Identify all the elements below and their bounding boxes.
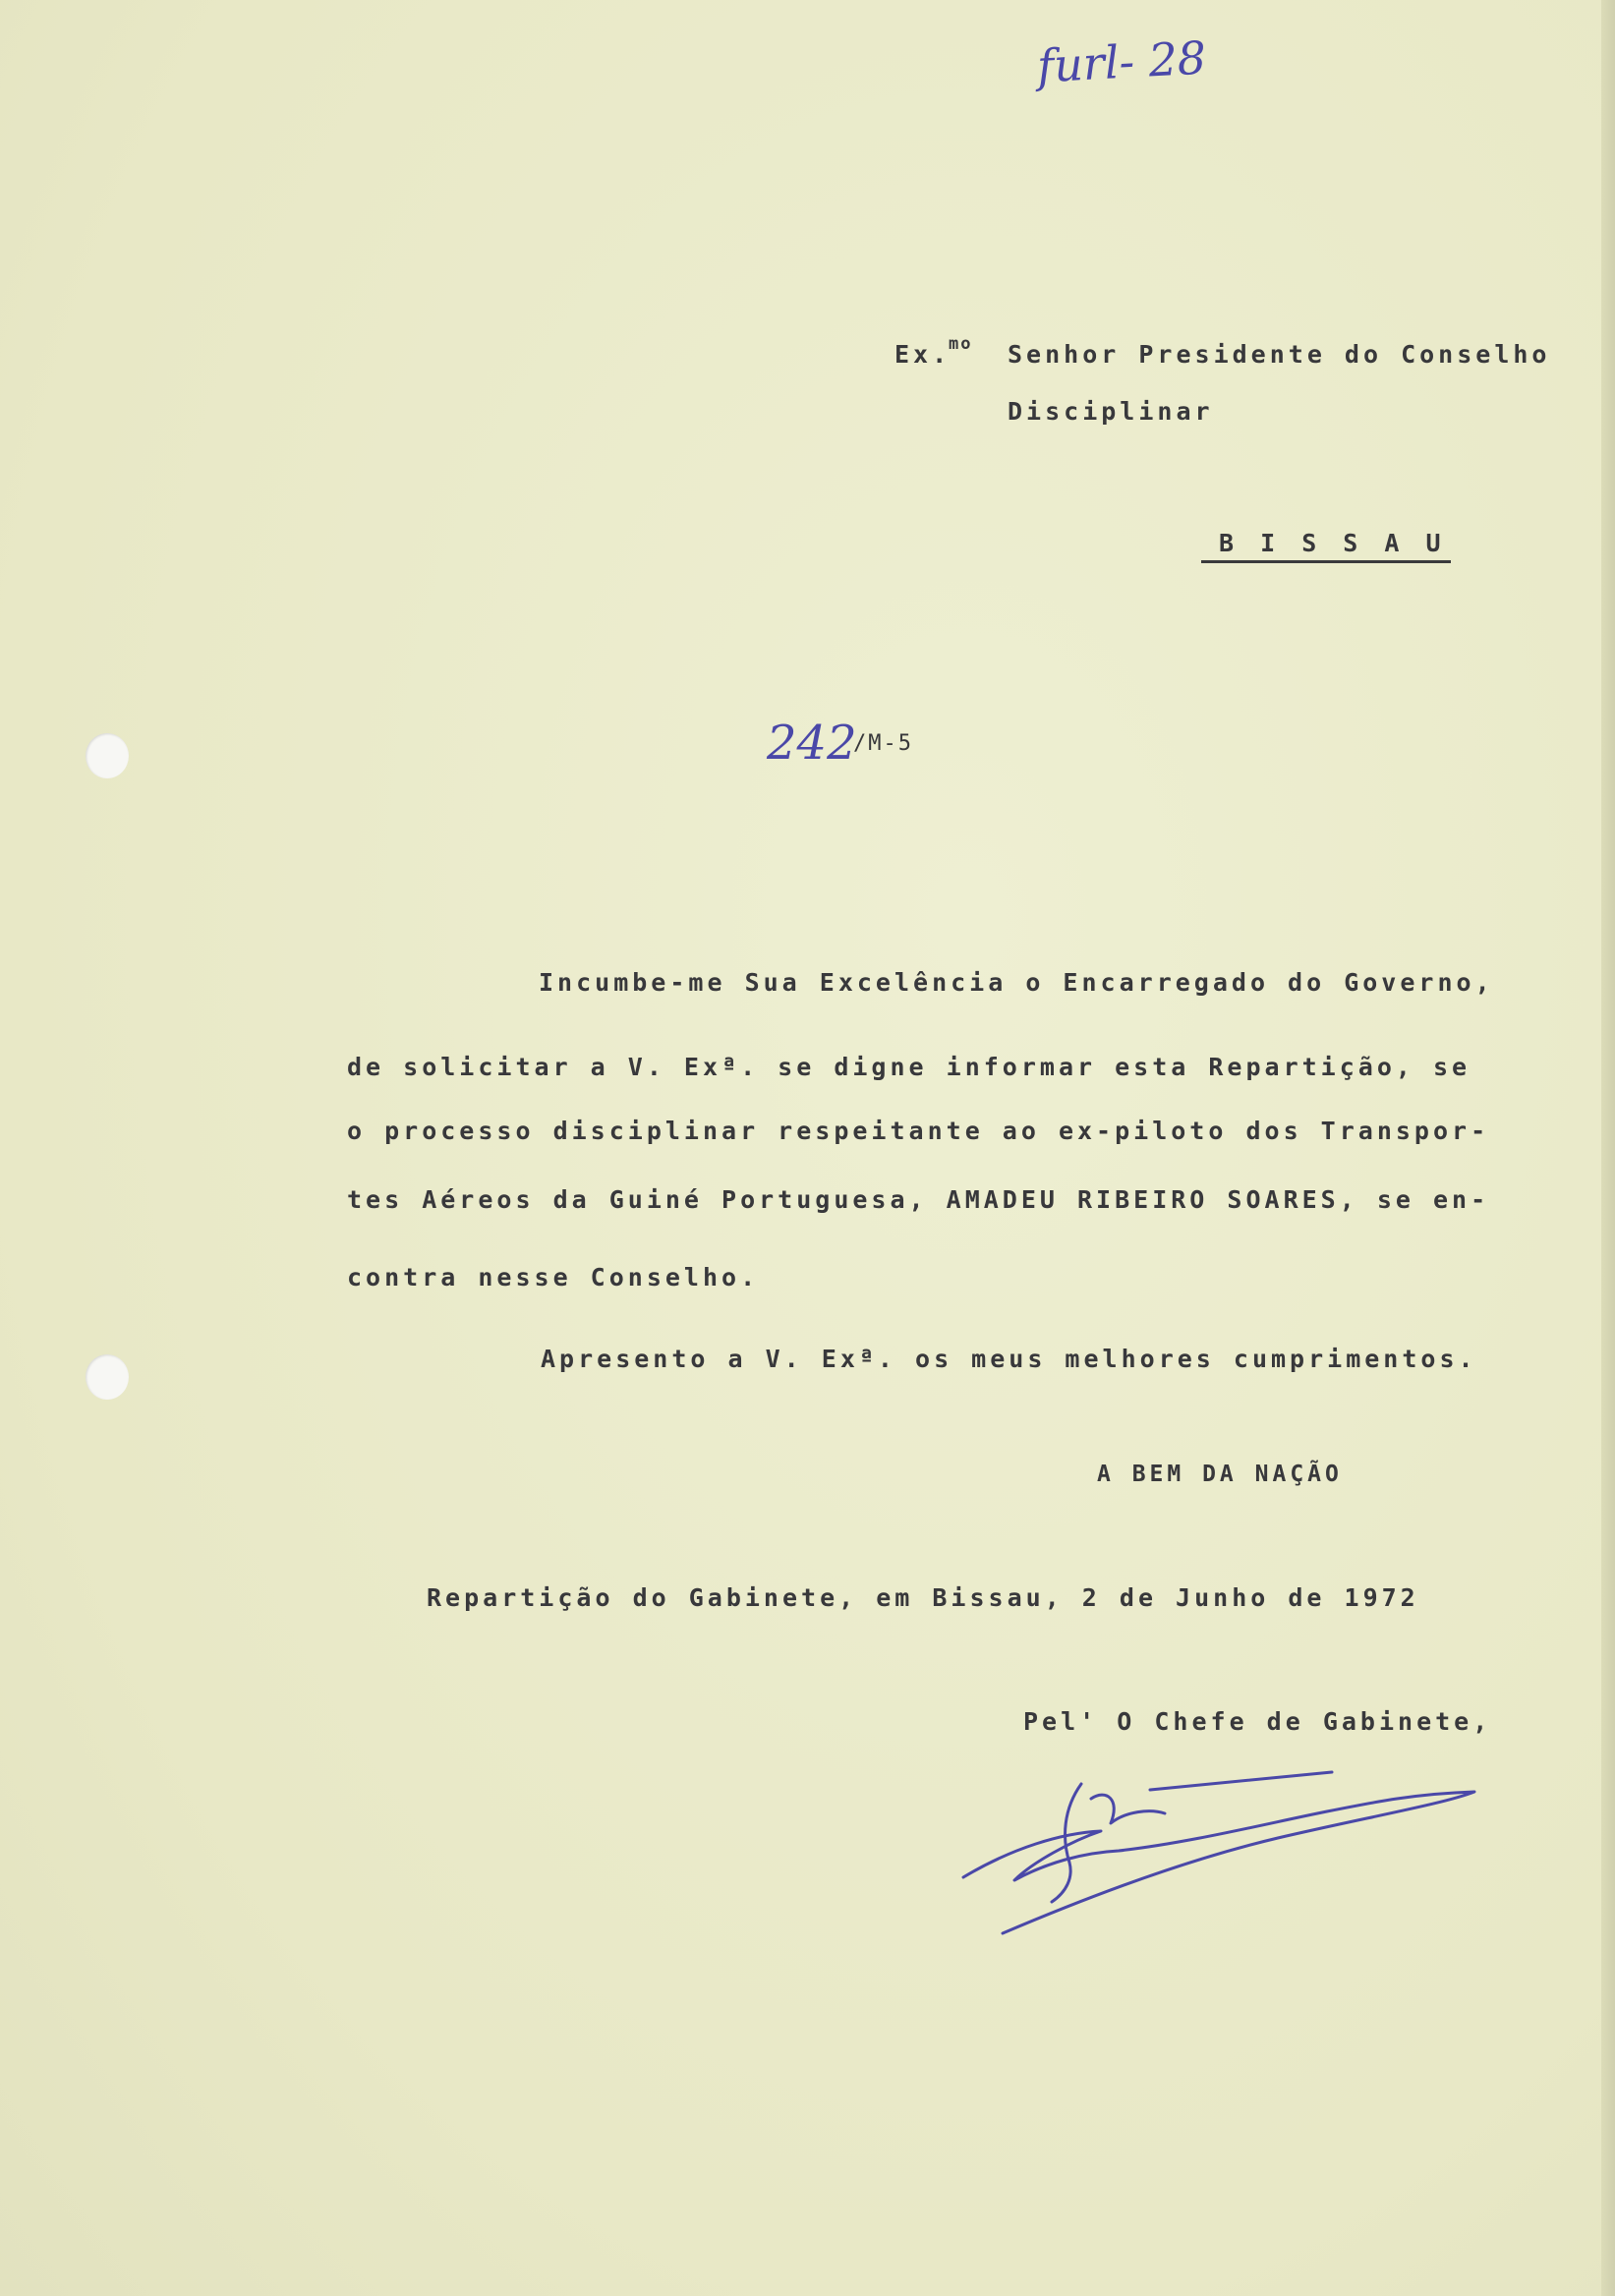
- place-and-date: Repartição do Gabinete, em Bissau, 2 de Junho de 1972: [427, 1583, 1419, 1612]
- punch-hole-bottom: [86, 1354, 129, 1400]
- handwritten-annotation-top: furl- 28: [1035, 30, 1208, 93]
- body-line-2: de solicitar a V. Exª. se digne informar esta Repartição, se: [347, 1053, 1471, 1081]
- handwritten-signature: [953, 1754, 1484, 1946]
- signature-stroke-top: [1150, 1772, 1332, 1790]
- addressee-salutation: Ex.: [894, 340, 952, 369]
- punch-hole-top: [86, 733, 129, 778]
- closing-motto: A BEM DA NAÇÃO: [1097, 1462, 1343, 1487]
- reference-number-handwritten: 242: [767, 716, 857, 771]
- addressee-line-2: Disciplinar: [1008, 397, 1214, 426]
- body-line-4: tes Aéreos da Guiné Portuguesa, AMADEU RIBEIRO SOARES, se en-: [347, 1185, 1490, 1214]
- addressee-salutation-superscript: mo: [949, 334, 973, 354]
- signature-stroke-main: [963, 1792, 1474, 1933]
- body-line-1: Incumbe-me Sua Excelência o Encarregado do Governo,: [539, 968, 1494, 997]
- addressee-city: B I S S A U: [1219, 529, 1447, 557]
- body-line-5: contra nesse Conselho.: [347, 1263, 760, 1292]
- signatory-title: Pel' O Chefe de Gabinete,: [1023, 1707, 1492, 1736]
- city-underline: [1201, 560, 1451, 563]
- closing-greeting: Apresento a V. Exª. os meus melhores cumprimentos.: [541, 1345, 1477, 1373]
- reference-number-suffix: /M-5: [853, 731, 913, 756]
- paper-edge: [1601, 0, 1615, 2296]
- body-line-3: o processo disciplinar respeitante ao ex-piloto dos Transpor-: [347, 1117, 1490, 1145]
- addressee-line-1: Senhor Presidente do Conselho: [1008, 340, 1551, 369]
